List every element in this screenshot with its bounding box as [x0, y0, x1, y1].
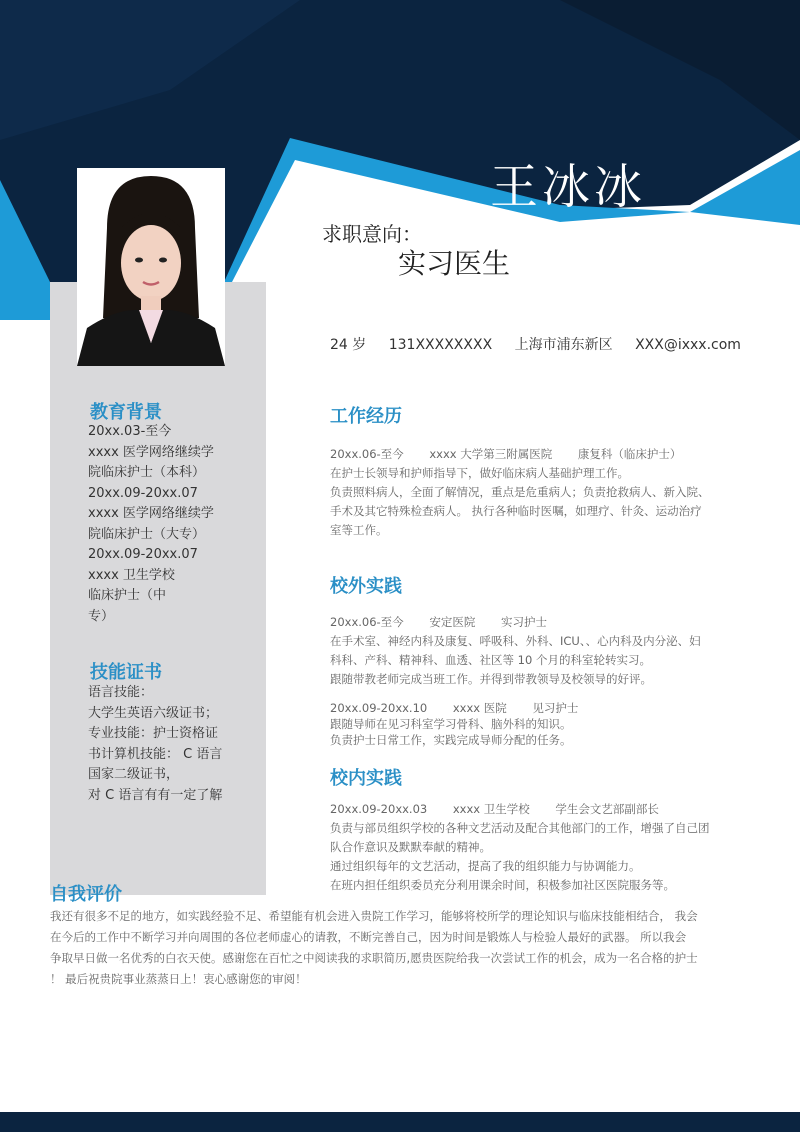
internal-date: 20xx.09-20xx.03 [330, 802, 428, 816]
external-entry-head [330, 613, 730, 632]
internal-line: 负责与部员组织学校的各种文艺活动及配合其他部门的工作，增强了自己团 [330, 821, 710, 835]
external-line: 科科、产科、精神科、血透、社区等 10 个月的科室轮转实习。 [330, 653, 651, 667]
external-line: 在手术室、神经内科及康复、呼吸科、外科、ICU、、心内科及内分泌、妇 [330, 634, 701, 648]
external-line: 负责护士日常工作，实践完成导师分配的任务。 [330, 733, 572, 747]
internal-entry [330, 800, 730, 895]
skills-line: 大学生英语六级证书； [88, 705, 219, 721]
self-eval-line: 我还有很多不足的地方，如实践经验不足、希望能有机会进入贵院工作学习，能够将校所学的理论知识与临床技能相结合， 我会 [50, 909, 698, 923]
internal-line: 通过组织每年的文艺活动，提高了我的组织能力与协调能力。 [330, 859, 641, 873]
internal-role: 学生会文艺部副部长 [555, 802, 659, 816]
skills-line: 专业技能：护士资格证 [88, 726, 219, 741]
self-eval-line: 在今后的工作中不断学习并向周围的各位老师虚心的请教，不断完善自己，因为时间是锻炼人与检验人最好的武器。 所以我会 [50, 930, 687, 944]
external-entry-2 [330, 700, 730, 748]
work-line: 室等工作。 [330, 523, 388, 537]
skills-line: 对 C 语言有有一定了解 [88, 787, 223, 803]
self-eval-line: ！ 最后祝贵院事业蒸蒸日上！衷心感谢您的审阅！ [50, 972, 307, 986]
work-org: xxxx 大学第三附属医院 [429, 447, 553, 461]
external-org: xxxx 医院 [452, 701, 507, 715]
address-text: 上海市浦东新区 [514, 337, 613, 353]
education-line: 专） [88, 608, 115, 624]
skills-line: 国家二级证书， [88, 767, 180, 782]
work-line: 在护士长领导和护师指导下，做好临床病人基础护理工作。 [330, 466, 629, 480]
education-line: 临床护士（中 [88, 588, 167, 603]
skills-line: 语言技能： [88, 685, 154, 700]
objective-label: 求职意向： [322, 222, 422, 246]
work-title: 工作经历 [330, 406, 402, 427]
age-text: 24 岁 [330, 337, 367, 353]
contact-info [330, 334, 759, 354]
external-date: 20xx.06-至今 [330, 615, 404, 629]
self-eval-line: 争取早日做一名优秀的白衣天使。感谢您在百忙之中阅读我的求职简历,愿贵医院给我一次尝试工作的机会，成为一名合格的护士 [50, 951, 698, 965]
education-line: xxxx 医学网络继续学 [88, 506, 214, 521]
education-line: 20xx.09-20xx.07 [88, 547, 198, 562]
education-line: 院临床护士（大专） [88, 526, 206, 542]
self-eval-text [50, 906, 740, 990]
work-line: 负责照料病人，全面了解情况，重点是危重病人；负责抢救病人、新入院、 [330, 485, 710, 499]
external-org: 安定医院 [429, 615, 476, 629]
skills-line: 书计算机技能： C 语言 [88, 746, 223, 762]
internal-line: 在班内担任组织委员充分利用课余时间，积极参加社区医院服务等。 [330, 878, 675, 892]
education-list [88, 422, 238, 627]
email-text: XXX@ixxx.com [635, 337, 741, 353]
work-date: 20xx.06-至今 [330, 447, 404, 461]
external-date: 20xx.09-20xx.10 [330, 701, 428, 715]
profile-photo [77, 168, 225, 366]
external-entry-1 [330, 613, 730, 689]
internal-title: 校内实践 [330, 768, 402, 789]
internal-line: 队合作意识及默默奉献的精神。 [330, 840, 491, 854]
candidate-name: 王冰冰 [490, 159, 647, 215]
work-entry [330, 445, 730, 540]
external-entry-head [330, 700, 730, 716]
education-line: 院临床护士（本科） [88, 465, 206, 480]
education-line: 20xx.03-至今 [88, 424, 172, 439]
self-eval-title: 自我评价 [50, 884, 122, 905]
external-role: 见习护士 [532, 701, 579, 715]
work-role: 康复科（临床护士） [577, 447, 682, 461]
work-line: 手术及其它特殊检查病人。 执行各种临时医嘱，如理疗、针灸、运动治疗 [330, 504, 702, 518]
education-line: xxxx 卫生学校 [88, 567, 175, 583]
education-line: xxxx 医学网络继续学 [88, 444, 214, 460]
objective-value: 实习医生 [398, 247, 511, 280]
skills-list [88, 683, 248, 806]
internal-org: xxxx 卫生学校 [452, 802, 530, 816]
education-title: 教育背景 [90, 402, 162, 423]
skills-title: 技能证书 [90, 662, 162, 683]
education-line: 20xx.09-20xx.07 [88, 485, 198, 501]
internal-entry-head [330, 800, 730, 819]
external-role: 实习护士 [501, 615, 547, 629]
external-line: 跟随带教老师完成当班工作。并得到带教领导及校领导的好评。 [330, 672, 652, 686]
work-entry-head [330, 445, 730, 464]
footer-bar [0, 1112, 800, 1132]
phone-text: 131XXXXXXXX [388, 337, 493, 353]
external-title: 校外实践 [330, 576, 402, 597]
external-line: 跟随导师在见习科室学习骨科、脑外科的知识。 [330, 717, 572, 731]
